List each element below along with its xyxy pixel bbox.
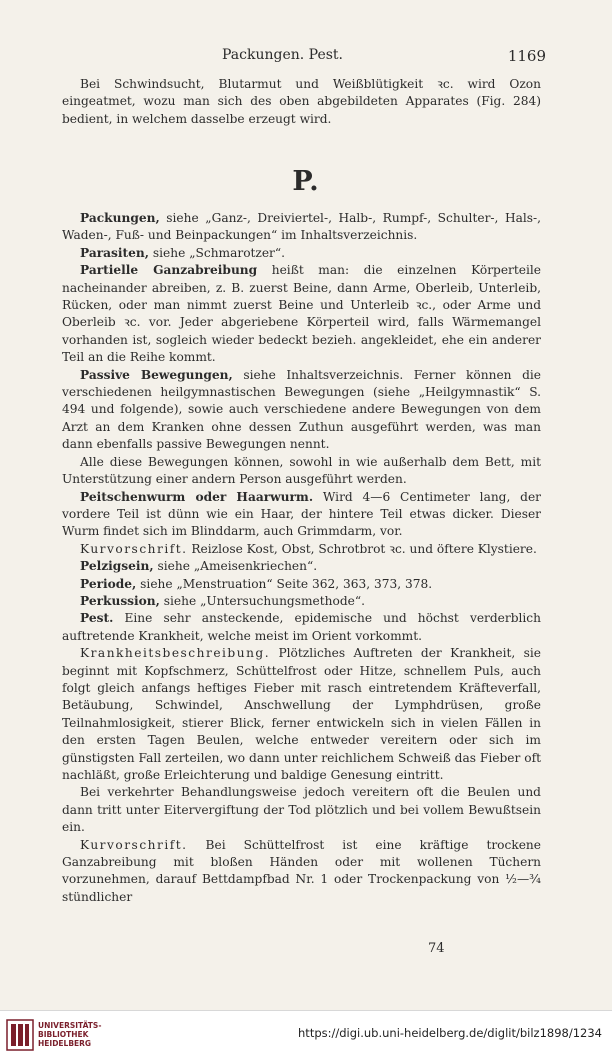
entry-text: Bei verkehrter Behandlungsweise jedoch vereitern oft die Beulen und dann tritt unter Eitervergiftung der Tod plötzlich und bei vollem Bewußtsein ein. <box>62 785 541 835</box>
entry-list <box>62 210 541 906</box>
intro-paragraph: Bei Schwindsucht, Blutarmut und Weißblütigkeit ꝛc. wird Ozon eingeatmet, wozu man sich des oben abgebildeten Apparates (Fig. 284) bedient, in welchem dasselbe erzeugt wird. <box>62 77 541 126</box>
entry-partielle-ganzabreibung <box>62 262 541 366</box>
entry-headword: Parasiten, <box>80 245 150 260</box>
library-name-line: HEIDELBERG <box>38 1039 92 1048</box>
entry-perkussion <box>62 593 541 610</box>
entry-passive-bewegungen <box>62 367 541 454</box>
library-name[interactable] <box>38 1021 118 1048</box>
entry-peitschenwurm <box>62 489 541 541</box>
entry-subheading: Kurvorschrift. <box>80 837 188 852</box>
entry-text: heißt man: die einzelnen Körperteile nacheinander abreiben, z. B. zuerst Beine, dann Arme, Oberleib, Unterleib, Rücken, oder man nimmt zuerst Beine und Unterleib ꝛc., oder Arme und Oberleib ꝛc. vor. Jeder abgeriebene Körperteil wird, falls Wärmemangel vorhanden ist, sogleich wieder bedeckt bezieh. angekleidet, ehe ein anderer Teil an die Reihe kommt. <box>62 263 541 365</box>
entry-headword: Partielle Ganzabreibung <box>80 263 258 278</box>
entry-headword: Passive Bewegungen, <box>80 367 233 382</box>
entry-continuation <box>62 454 541 489</box>
entry-text: siehe „Untersuchungsmethode“. <box>159 593 365 608</box>
entry-kurvorschrift <box>62 837 541 907</box>
entry-headword: Periode, <box>80 576 137 591</box>
entry-headword: Pelzigsein, <box>80 559 154 574</box>
source-url-link[interactable]: https://digi.ub.uni-heidelberg.de/diglit/bilz1898/1234 <box>298 1026 602 1040</box>
entry-pelzigsein <box>62 558 541 575</box>
entry-text: Plötzliches Auftreten der Krankheit, sie beginnt mit Kopfschmerz, Schüttelfrost oder Hitze, schnellem Puls, auch folgt gleich anfangs heftiges Fieber mit rasch eintretendem Kräfteverfall, Betäubung, Schwindel, Anschwellung der Lymphdrüsen, große Teilnahmlosigkeit, stierer Blick, ferner entwickeln sich in vielen Fällen in den ersten Tagen Beulen, welche entweder vereitern oder sich im günstigsten Fall zerteilen, wo dann unter reichlichem Schweiß das Fieber oft nachläßt, große Erleichterung und baldige Genesung eintritt. <box>62 646 541 782</box>
library-name-line: UNIVERSITÄTS- <box>38 1021 102 1030</box>
signature-number: 74 <box>428 941 445 956</box>
entry-headword: Peitschenwurm oder Haarwurm. <box>80 489 314 504</box>
entry-text: Alle diese Bewegungen können, sowohl in wie außerhalb dem Bett, mit Unterstützung einer andern Person ausgeführt werden. <box>62 454 541 487</box>
entry-subheading: Krankheitsbeschreibung. <box>80 646 271 661</box>
entry-text: siehe „Schmarotzer“. <box>149 245 285 260</box>
entry-pest <box>62 610 541 645</box>
entry-parasiten <box>62 245 541 262</box>
library-logo-icon[interactable] <box>6 1019 34 1051</box>
signature-mark <box>0 941 612 963</box>
running-title: Packungen. Pest. <box>222 47 343 63</box>
entry-text: Bei Schüttelfrost ist eine kräftige trockene Ganzabreibung mit bloßen Händen oder mit wollenen Tüchern vorzunehmen, darauf Bettdampfbad Nr. 1 oder Trockenpackung von ½—¾ stündlicher <box>62 837 541 904</box>
entry-krankheitsbeschreibung <box>62 645 541 784</box>
page-header <box>62 47 546 67</box>
entry-subheading: Kurvorschrift. <box>80 541 188 556</box>
entry-continuation <box>62 784 541 836</box>
section-letter: P. <box>292 166 320 197</box>
entry-text: Reizlose Kost, Obst, Schrotbrot ꝛc. und öftere Klystiere. <box>187 541 537 556</box>
entry-packungen <box>62 210 541 245</box>
entry-text: Wird 4—6 Centimeter lang, der vordere Teil ist dünn wie ein Haar, der hintere Teil etwas dicker. Dieser Wurm findet sich im Blinddarm, auch Grimmdarm, vor. <box>62 489 541 539</box>
entry-text: Eine sehr ansteckende, epidemische und höchst verderblich auftretende Krankheit, welche meist im Orient vorkommt. <box>62 611 541 643</box>
page-number: 1169 <box>507 47 546 65</box>
entry-headword: Packungen, <box>80 211 160 225</box>
library-name-line: BIBLIOTHEK <box>38 1030 89 1039</box>
entry-kurvorschrift <box>62 541 541 558</box>
entry-text: siehe „Ganz-, Dreiviertel-, Halb-, Rumpf-, Schulter-, Hals-, Waden-, Fuß- und Beinpackungen“ im Inhaltsverzeichnis. <box>62 211 541 243</box>
entry-text: siehe Inhaltsverzeichnis. Ferner können die verschiedenen heilgymnastischen Bewegungen (siehe „Heilgymnastik“ S. 494 und folgende), sowie auch verschiedene andere Bewegungen von dem Arzt an dem Kranken ohne dessen Zuthun ausgeführt werden, was man dann ebenfalls passive Bewegungen nennt. <box>62 367 542 452</box>
entry-text: siehe „Ameisenkriechen“. <box>153 559 318 574</box>
entry-periode <box>62 576 541 593</box>
entry-text: siehe „Menstruation“ Seite 362, 363, 373, 378. <box>136 576 433 591</box>
viewer-footer-bar <box>0 1010 612 1058</box>
entry-headword: Perkussion, <box>80 593 160 608</box>
entry-headword: Pest. <box>80 611 114 626</box>
